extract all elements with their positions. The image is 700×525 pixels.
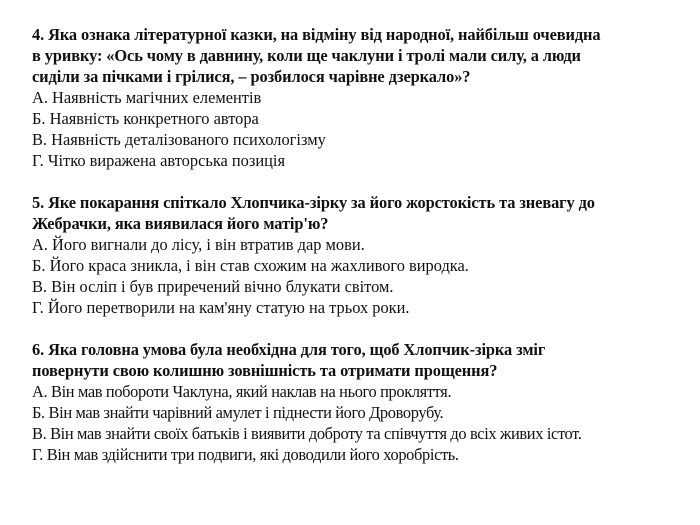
question-6-line-2: повернути свою колишню зовнішність та отримати прощення?	[32, 361, 498, 380]
question-4-option-d: Г. Чітко виражена авторська позиція	[32, 151, 285, 170]
question-5	[32, 192, 680, 318]
question-5-option-d: Г. Його перетворили на кам'яну статую на трьох роки.	[32, 298, 410, 317]
question-5-line-2: Жебрачки, яка виявилася його матір'ю?	[32, 214, 329, 233]
question-4-line-2: в уривку: «Ось чому в давнину, коли ще чаклуни і тролі мали силу, а люди	[32, 46, 581, 65]
question-6	[32, 339, 680, 465]
question-5-option-a: А. Його вигнали до лісу, і він втратив дар мови.	[32, 235, 365, 254]
question-5-option-c: В. Він осліп і був приречений вічно блукати світом.	[32, 277, 394, 296]
question-6-option-a: А. Він мав побороти Чаклуна, який наклав на нього прокляття.	[32, 382, 452, 401]
question-4-option-b: Б. Наявність конкретного автора	[32, 109, 259, 128]
question-6-option-b: Б. Він мав знайти чарівний амулет і піднести його Дроворубу.	[32, 403, 444, 422]
question-4-title	[32, 24, 680, 87]
question-4-option-a: А. Наявність магічних елементів	[32, 88, 262, 107]
question-6-title	[32, 339, 680, 381]
question-4-line-1: 4. Яка ознака літературної казки, на відміну від народної, найбільш очевидна	[32, 25, 601, 44]
question-6-line-1: 6. Яка головна умова була необхідна для того, щоб Хлопчик-зірка зміг	[32, 340, 546, 359]
question-4-line-3: сиділи за пічками і грілися, – розбилося чарівне дзеркало»?	[32, 67, 471, 86]
question-5-line-1: 5. Яке покарання спіткало Хлопчика-зірку за його жорстокість та зневагу до	[32, 193, 595, 212]
question-5-option-b: Б. Його краса зникла, і він став схожим на жахливого виродка.	[32, 256, 469, 275]
question-6-option-c: В. Він мав знайти своїх батьків і виявити доброту та співчуття до всіх живих істот.	[32, 424, 582, 443]
question-4-option-c: В. Наявність деталізованого психологізму	[32, 130, 326, 149]
question-6-option-d: Г. Він мав здійснити три подвиги, які доводили його хоробрість.	[32, 445, 459, 464]
question-5-title	[32, 192, 680, 234]
question-4	[32, 24, 680, 171]
